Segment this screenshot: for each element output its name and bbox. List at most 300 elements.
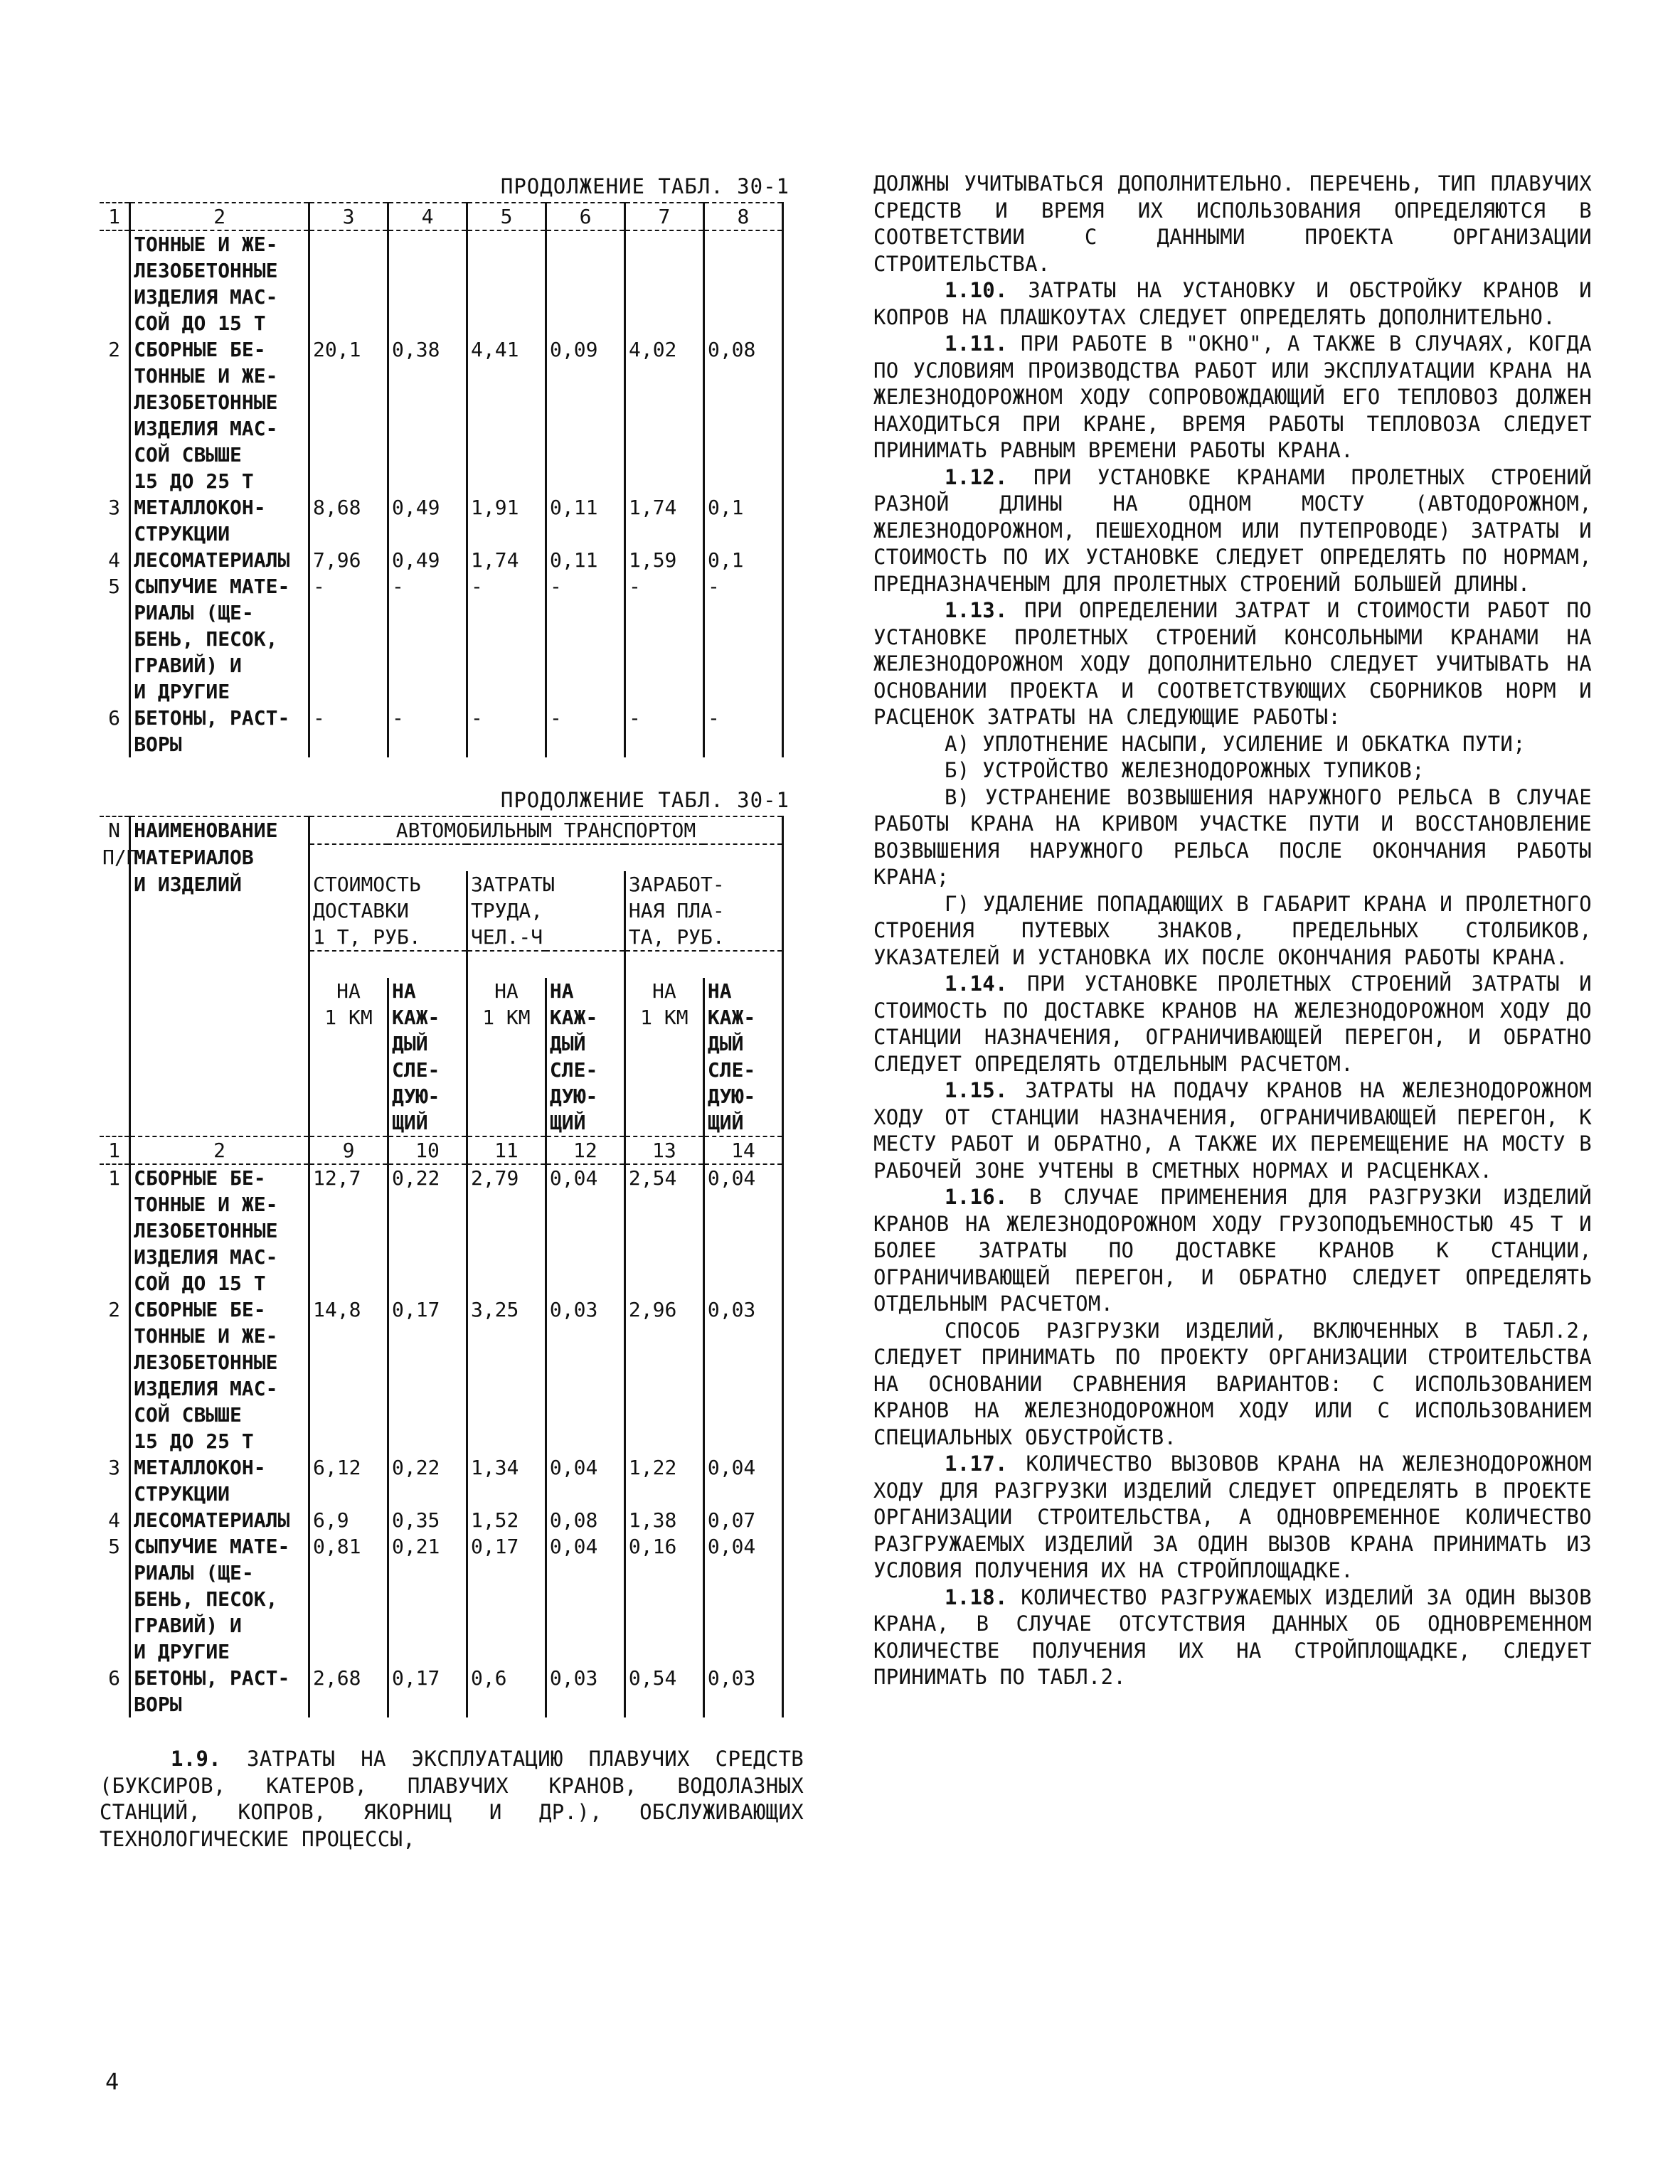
- material-name: МЕТАЛЛОКОН-: [130, 1454, 309, 1481]
- header-np: [100, 951, 130, 978]
- header-name: И ИЗДЕЛИЙ: [130, 871, 309, 897]
- value-cell: [703, 652, 782, 678]
- material-name: СЫПУЧИЕ МАТЕ-: [130, 573, 309, 600]
- table-row: [100, 1164, 783, 1191]
- value-cell: [624, 389, 703, 415]
- value-cell: [624, 442, 703, 468]
- value-cell: 0,04: [546, 1164, 624, 1191]
- value-cell: [388, 1375, 467, 1402]
- value-cell: 0,16: [624, 1533, 703, 1560]
- paragraph-text: ПРИ РАБОТЕ В "ОКНО", А ТАКЖЕ В СЛУЧАЯХ, КОГДА ПО УСЛОВИЯМ ПРОИЗВОДСТВА РАБОТ ИЛИ ЭКСПЛУАТАЦИИ КРАНА НА ЖЕЛЕЗНОДОРОЖНОМ ХОДУ СОПРОВОЖДАЮЩИЙ ЕГО ТЕПЛОВОЗ ДОЛЖЕН НАХОДИТЬСЯ ПРИ КРАНЕ, ВРЕМЯ РАБОТЫ ТЕПЛОВОЗА СЛЕДУЕТ ПРИНИМАТЬ РАВНЫМ ВРЕМЕНИ РАБОТЫ КРАНА.: [873, 331, 1592, 462]
- header-group: АВТОМОБИЛЬНЫМ ТРАНСПОРТОМ: [309, 816, 783, 844]
- value-cell: -: [703, 573, 782, 600]
- table-row: [100, 1560, 783, 1586]
- paragraph: [873, 1584, 1592, 1691]
- header-np: N: [100, 816, 130, 844]
- header-each-next: ДУЮ-: [703, 1083, 782, 1109]
- value-cell: [388, 363, 467, 389]
- material-name: ГРАВИЙ) И: [130, 652, 309, 678]
- material-name: ИЗДЕЛИЯ МАС-: [130, 284, 309, 310]
- value-cell: 0,03: [546, 1296, 624, 1323]
- header-name: МАТЕРИАЛОВ: [130, 844, 309, 871]
- value-cell: [467, 442, 546, 468]
- header-np: [100, 871, 130, 897]
- column-number: 13: [624, 1136, 703, 1164]
- value-cell: [467, 1323, 546, 1349]
- value-cell: 1,22: [624, 1454, 703, 1481]
- value-cell: [467, 415, 546, 442]
- table-row: [100, 1244, 783, 1270]
- value-cell: [467, 731, 546, 757]
- paragraph: [873, 971, 1592, 1077]
- value-cell: [388, 1481, 467, 1507]
- right-column: [873, 171, 1592, 1691]
- value-cell: [467, 389, 546, 415]
- table-row: [100, 1612, 783, 1639]
- value-cell: 1,74: [624, 494, 703, 521]
- value-cell: 0,81: [309, 1533, 388, 1560]
- value-cell: [624, 1270, 703, 1296]
- value-cell: 1,74: [467, 547, 546, 573]
- header-each-next: ДЫЙ: [546, 1030, 624, 1057]
- material-name: СТРУКЦИИ: [130, 521, 309, 547]
- material-name: СТРУКЦИИ: [130, 1481, 309, 1507]
- value-cell: [624, 468, 703, 494]
- paragraph: [873, 1451, 1592, 1584]
- value-cell: [309, 1586, 388, 1612]
- value-cell: [546, 468, 625, 494]
- material-name: СЫПУЧИЕ МАТЕ-: [130, 1533, 309, 1560]
- value-cell: [467, 1560, 546, 1586]
- header-name: [130, 1057, 309, 1083]
- row-number: [100, 600, 130, 626]
- header-per-km: [624, 1030, 703, 1057]
- material-name: И ДРУГИЕ: [130, 1639, 309, 1665]
- value-cell: [467, 310, 546, 336]
- material-name: ТОННЫЕ И ЖЕ-: [130, 363, 309, 389]
- paragraph-number: 1.10.: [945, 278, 1008, 302]
- material-name: ВОРЫ: [130, 1691, 309, 1717]
- table-row: [100, 652, 783, 678]
- header-per-km: [467, 1057, 546, 1083]
- column-number: 10: [388, 1136, 467, 1164]
- value-cell: [703, 731, 782, 757]
- value-cell: [624, 652, 703, 678]
- value-cell: [624, 1375, 703, 1402]
- value-cell: 0,11: [546, 547, 625, 573]
- header-per-km: [309, 1109, 388, 1136]
- value-cell: [309, 626, 388, 652]
- paragraph: [873, 891, 1592, 971]
- paragraph-text: КОЛИЧЕСТВО ВЫЗОВОВ КРАНА НА ЖЕЛЕЗНОДОРОЖНОМ ХОДУ ДЛЯ РАЗГРУЗКИ ИЗДЕЛИЙ СЛЕДУЕТ ОПРЕДЕЛЯТЬ В ПРОЕКТЕ ОРГАНИЗАЦИИ СТРОИТЕЛЬСТВА, А ОДНОВРЕМЕННОЕ КОЛИЧЕСТВО РАЗГРУЖАЕМЫХ ИЗДЕЛИЙ ЗА ОДИН ВЫЗОВ КРАНА ПРИНИМАТЬ ИЗ УСЛОВИЯ ПОЛУЧЕНИЯ ИХ НА СТРОЙПЛОЩАДКЕ.: [873, 1451, 1592, 1582]
- table-row: [100, 310, 783, 336]
- value-cell: [703, 442, 782, 468]
- value-cell: [703, 230, 782, 257]
- value-cell: [388, 1270, 467, 1296]
- value-cell: -: [624, 705, 703, 731]
- value-cell: [467, 1612, 546, 1639]
- value-cell: [624, 1560, 703, 1586]
- table-row: [100, 573, 783, 600]
- value-cell: [546, 1270, 624, 1296]
- value-cell: 2,96: [624, 1296, 703, 1323]
- value-cell: [467, 521, 546, 547]
- value-cell: -: [546, 705, 625, 731]
- value-cell: [703, 1586, 782, 1612]
- value-cell: 2,54: [624, 1164, 703, 1191]
- paragraph-number: 1.13.: [945, 598, 1008, 622]
- header-per-km: [467, 1030, 546, 1057]
- value-cell: [546, 521, 625, 547]
- value-cell: 0,03: [703, 1296, 782, 1323]
- header-each-next: НА: [703, 978, 782, 1004]
- value-cell: 1,52: [467, 1507, 546, 1533]
- value-cell: 4,41: [467, 336, 546, 363]
- table-row: [100, 494, 783, 521]
- value-cell: [388, 442, 467, 468]
- table-row: [100, 1586, 783, 1612]
- value-cell: [309, 1244, 388, 1270]
- row-number: 1: [100, 1164, 130, 1191]
- value-cell: [546, 1402, 624, 1428]
- header-np: [100, 978, 130, 1004]
- value-cell: 0,35: [388, 1507, 467, 1533]
- value-cell: [309, 1375, 388, 1402]
- value-cell: [703, 415, 782, 442]
- row-number: [100, 1639, 130, 1665]
- value-cell: [703, 1323, 782, 1349]
- value-cell: [624, 257, 703, 284]
- material-name: РИАЛЫ (ЩЕ-: [130, 1560, 309, 1586]
- table-row: [100, 521, 783, 547]
- value-cell: [467, 1375, 546, 1402]
- value-cell: [703, 257, 782, 284]
- value-cell: [309, 1191, 388, 1218]
- value-cell: [703, 1218, 782, 1244]
- header-name: [130, 978, 309, 1004]
- value-cell: [703, 1349, 782, 1375]
- paragraph-number: 1.15.: [945, 1078, 1008, 1102]
- value-cell: [546, 1349, 624, 1375]
- value-cell: [624, 1218, 703, 1244]
- value-cell: [388, 310, 467, 336]
- row-number: 4: [100, 547, 130, 573]
- value-cell: [309, 230, 388, 257]
- value-cell: 0,08: [703, 336, 782, 363]
- material-name: СОЙ ДО 15 Т: [130, 1270, 309, 1296]
- value-cell: 0,17: [467, 1533, 546, 1560]
- value-cell: [388, 600, 467, 626]
- header-per-km: 1 КМ: [309, 1004, 388, 1030]
- header-name: [130, 1030, 309, 1057]
- value-cell: [309, 1560, 388, 1586]
- table-row: [100, 1323, 783, 1349]
- header-each-next: СЛЕ-: [546, 1057, 624, 1083]
- value-cell: [703, 1560, 782, 1586]
- table2: [100, 816, 784, 1717]
- row-number: [100, 415, 130, 442]
- value-cell: 0,04: [703, 1533, 782, 1560]
- row-number: 3: [100, 1454, 130, 1481]
- header-subgroup: 1 Т, РУБ.: [309, 924, 467, 951]
- value-cell: [467, 468, 546, 494]
- value-cell: [624, 230, 703, 257]
- material-name: ИЗДЕЛИЯ МАС-: [130, 1375, 309, 1402]
- table-row: [100, 1375, 783, 1402]
- value-cell: [624, 600, 703, 626]
- value-cell: 0,03: [703, 1665, 782, 1691]
- value-cell: [703, 1375, 782, 1402]
- material-name: СОЙ ДО 15 Т: [130, 310, 309, 336]
- value-cell: [703, 1244, 782, 1270]
- header-name: [130, 951, 309, 978]
- value-cell: [388, 1218, 467, 1244]
- material-name: СОЙ СВЫШЕ: [130, 1402, 309, 1428]
- row-number: [100, 1349, 130, 1375]
- table-row: [100, 415, 783, 442]
- table-row: [100, 600, 783, 626]
- material-name: БЕНЬ, ПЕСОК,: [130, 626, 309, 652]
- header-subgroup: ТРУДА,: [467, 897, 624, 924]
- paragraph-number: 1.17.: [945, 1451, 1008, 1476]
- row-number: [100, 1560, 130, 1586]
- value-cell: [703, 521, 782, 547]
- value-cell: [309, 284, 388, 310]
- row-number: [100, 626, 130, 652]
- table-row: [100, 1533, 783, 1560]
- row-number: [100, 284, 130, 310]
- material-name: ГРАВИЙ) И: [130, 1612, 309, 1639]
- paragraph-text: ПРИ УСТАНОВКЕ ПРОЛЕТНЫХ СТРОЕНИЙ ЗАТРАТЫ И СТОИМОСТЬ ПО ДОСТАВКЕ КРАНОВ НА ЖЕЛЕЗНОДОРОЖНОМ ХОДУ ДО СТАНЦИИ НАЗНАЧЕНИЯ, ОГРАНИЧИВАЮЩЕЙ ПЕРЕГОН, И ОБРАТНО СЛЕДУЕТ ОПРЕДЕЛЯТЬ ОТДЕЛЬНЫМ РАСЧЕТОМ.: [873, 971, 1592, 1076]
- value-cell: 1,34: [467, 1454, 546, 1481]
- value-cell: 0,08: [546, 1507, 624, 1533]
- value-cell: [309, 415, 388, 442]
- value-cell: [546, 626, 625, 652]
- value-cell: [467, 363, 546, 389]
- value-cell: [309, 389, 388, 415]
- header-each-next: КАЖ-: [388, 1004, 467, 1030]
- header-per-km: [309, 1083, 388, 1109]
- table-row: [100, 1218, 783, 1244]
- row-number: [100, 1612, 130, 1639]
- paragraph-number: 1.9.: [171, 1747, 222, 1771]
- value-cell: 0,1: [703, 547, 782, 573]
- value-cell: 1,38: [624, 1507, 703, 1533]
- value-cell: [703, 1639, 782, 1665]
- value-cell: [546, 310, 625, 336]
- table-row: [100, 1296, 783, 1323]
- row-number: [100, 652, 130, 678]
- value-cell: 0,54: [624, 1665, 703, 1691]
- value-cell: -: [467, 705, 546, 731]
- value-cell: [546, 284, 625, 310]
- value-cell: [309, 1612, 388, 1639]
- value-cell: [467, 1428, 546, 1454]
- column-number: 5: [467, 203, 546, 230]
- value-cell: 0,6: [467, 1665, 546, 1691]
- material-name: ИЗДЕЛИЯ МАС-: [130, 415, 309, 442]
- material-name: ЛЕСОМАТЕРИАЛЫ: [130, 1507, 309, 1533]
- column-number: 1: [100, 1136, 130, 1164]
- header-row: [100, 871, 783, 897]
- paragraph: [873, 464, 1592, 598]
- value-cell: [624, 1481, 703, 1507]
- row-number: 2: [100, 1296, 130, 1323]
- table-row: [100, 547, 783, 573]
- header-each-next: ЩИЙ: [546, 1109, 624, 1136]
- value-cell: [467, 1402, 546, 1428]
- value-cell: [546, 652, 625, 678]
- value-cell: [309, 468, 388, 494]
- row-number: [100, 257, 130, 284]
- value-cell: [624, 1612, 703, 1639]
- row-number: [100, 230, 130, 257]
- value-cell: 0,21: [388, 1533, 467, 1560]
- paragraph-text: КОЛИЧЕСТВО РАЗГРУЖАЕМЫХ ИЗДЕЛИЙ ЗА ОДИН ВЫЗОВ КРАНА, В СЛУЧАЕ ОТСУТСТВИЯ ДАННЫХ ОБ ОДНОВРЕМЕННОМ КОЛИЧЕСТВЕ ПОЛУЧЕНИЯ ИХ НА СТРОЙПЛОЩАДКЕ, СЛЕДУЕТ ПРИНИМАТЬ ПО ТАБЛ.2.: [873, 1584, 1592, 1689]
- value-cell: [703, 389, 782, 415]
- value-cell: [624, 626, 703, 652]
- value-cell: [546, 1428, 624, 1454]
- value-cell: [467, 1481, 546, 1507]
- column-number: 7: [624, 203, 703, 230]
- table1: [100, 202, 784, 757]
- row-number: [100, 1428, 130, 1454]
- row-number: [100, 310, 130, 336]
- header-subgroup-divider: [467, 951, 624, 978]
- header-each-next: СЛЕ-: [388, 1057, 467, 1083]
- value-cell: [388, 257, 467, 284]
- table-row: [100, 1454, 783, 1481]
- paragraph: [873, 1184, 1592, 1318]
- value-cell: [546, 1218, 624, 1244]
- header-np: [100, 1030, 130, 1057]
- header-row: [100, 897, 783, 924]
- header-per-km: НА: [467, 978, 546, 1004]
- paragraph-number: 1.18.: [945, 1584, 1008, 1609]
- value-cell: [388, 1428, 467, 1454]
- value-cell: [388, 678, 467, 705]
- value-cell: [467, 1586, 546, 1612]
- header-each-next: ДЫЙ: [703, 1030, 782, 1057]
- value-cell: [467, 1218, 546, 1244]
- value-cell: [467, 1691, 546, 1717]
- value-cell: [467, 284, 546, 310]
- table-row: [100, 363, 783, 389]
- table-row: [100, 257, 783, 284]
- header-per-km: 1 КМ: [467, 1004, 546, 1030]
- paragraph-text: В СЛУЧАЕ ПРИМЕНЕНИЯ ДЛЯ РАЗГРУЗКИ ИЗДЕЛИЙ КРАНОВ НА ЖЕЛЕЗНОДОРОЖНОМ ХОДУ ГРУЗОПОДЪЕМНОСТЬЮ 45 Т И БОЛЕЕ ЗАТРАТЫ ПО ДОСТАВКЕ КРАНОВ К СТАНЦИИ, ОГРАНИЧИВАЮЩЕЙ ПЕРЕГОН, И ОБРАТНО СЛЕДУЕТ ОПРЕДЕЛЯТЬ ОТДЕЛЬНЫМ РАСЧЕТОМ.: [873, 1185, 1592, 1316]
- header-row: [100, 1109, 783, 1136]
- value-cell: [388, 1612, 467, 1639]
- header-row: [100, 844, 783, 871]
- paragraph-number: 1.14.: [945, 971, 1008, 996]
- value-cell: [703, 310, 782, 336]
- row-number: [100, 363, 130, 389]
- header-per-km: [309, 1030, 388, 1057]
- header-np: [100, 1083, 130, 1109]
- paragraph: [873, 331, 1592, 464]
- column-number-row: [100, 203, 783, 230]
- header-per-km: НА: [309, 978, 388, 1004]
- row-number: 5: [100, 573, 130, 600]
- table2-title: ПРОДОЛЖЕНИЕ ТАБЛ. 30-1: [500, 788, 790, 812]
- material-name: БЕНЬ, ПЕСОК,: [130, 1586, 309, 1612]
- header-subgroup: ЗАРАБОТ-: [624, 871, 782, 897]
- header-name: [130, 1109, 309, 1136]
- value-cell: [388, 1191, 467, 1218]
- value-cell: 6,9: [309, 1507, 388, 1533]
- value-cell: [388, 1244, 467, 1270]
- value-cell: [546, 230, 625, 257]
- value-cell: [309, 1349, 388, 1375]
- paragraph-1-9: [100, 1746, 804, 1853]
- value-cell: [309, 310, 388, 336]
- paragraph-number: 1.11.: [945, 331, 1008, 356]
- header-row: [100, 1057, 783, 1083]
- header-group-divider: [309, 844, 783, 871]
- paragraph-text: ПРИ УСТАНОВКЕ КРАНАМИ ПРОЛЕТНЫХ СТРОЕНИЙ РАЗНОЙ ДЛИНЫ НА ОДНОМ МОСТУ (АВТОДОРОЖНОМ, ЖЕЛЕЗНОДОРОЖНОМ, ПЕШЕХОДНОМ ИЛИ ПУТЕПРОВОДЕ) ЗАТРАТЫ И СТОИМОСТЬ ПО ИХ УСТАНОВКЕ СЛЕДУЕТ ОПРЕДЕЛЯТЬ ПО НОРМАМ, ПРЕДНАЗНАЧЕНЫМ ДЛЯ ПРОЛЕТНЫХ СТРОЕНИЙ БОЛЬШЕЙ ДЛИНЫ.: [873, 464, 1592, 596]
- paragraph: [873, 597, 1592, 731]
- paragraph: [873, 731, 1592, 758]
- material-name: ТОННЫЕ И ЖЕ-: [130, 1323, 309, 1349]
- column-number: 11: [467, 1136, 546, 1164]
- header-per-km: [624, 1057, 703, 1083]
- row-number: [100, 678, 130, 705]
- paragraph: [873, 784, 1592, 891]
- value-cell: [703, 1191, 782, 1218]
- header-per-km: 1 КМ: [624, 1004, 703, 1030]
- column-number: 6: [546, 203, 625, 230]
- value-cell: [546, 1481, 624, 1507]
- value-cell: [388, 1560, 467, 1586]
- value-cell: 0,22: [388, 1454, 467, 1481]
- value-cell: [624, 731, 703, 757]
- value-cell: 0,09: [546, 336, 625, 363]
- page-number: 4: [105, 2068, 119, 2095]
- row-number: [100, 1691, 130, 1717]
- table-row: [100, 468, 783, 494]
- table-row: [100, 1349, 783, 1375]
- value-cell: [703, 363, 782, 389]
- value-cell: [309, 1691, 388, 1717]
- value-cell: 1,59: [624, 547, 703, 573]
- value-cell: 2,68: [309, 1665, 388, 1691]
- value-cell: [546, 1244, 624, 1270]
- value-cell: [388, 468, 467, 494]
- value-cell: [546, 363, 625, 389]
- value-cell: [624, 1402, 703, 1428]
- header-per-km: [467, 1109, 546, 1136]
- paragraph: [873, 1318, 1592, 1451]
- header-each-next: НА: [388, 978, 467, 1004]
- value-cell: 0,04: [546, 1454, 624, 1481]
- material-name: СБОРНЫЕ БЕ-: [130, 1164, 309, 1191]
- paragraph-number: 1.12.: [945, 464, 1008, 489]
- table-row: [100, 1639, 783, 1665]
- value-cell: [467, 1244, 546, 1270]
- row-number: [100, 1481, 130, 1507]
- material-name: ЛЕЗОБЕТОННЫЕ: [130, 257, 309, 284]
- header-each-next: НА: [546, 978, 624, 1004]
- value-cell: [546, 1375, 624, 1402]
- row-number: [100, 1402, 130, 1428]
- value-cell: 0,04: [703, 1454, 782, 1481]
- column-number: 12: [546, 1136, 624, 1164]
- header-row: [100, 951, 783, 978]
- value-cell: [388, 626, 467, 652]
- table-row: [100, 389, 783, 415]
- row-number: [100, 468, 130, 494]
